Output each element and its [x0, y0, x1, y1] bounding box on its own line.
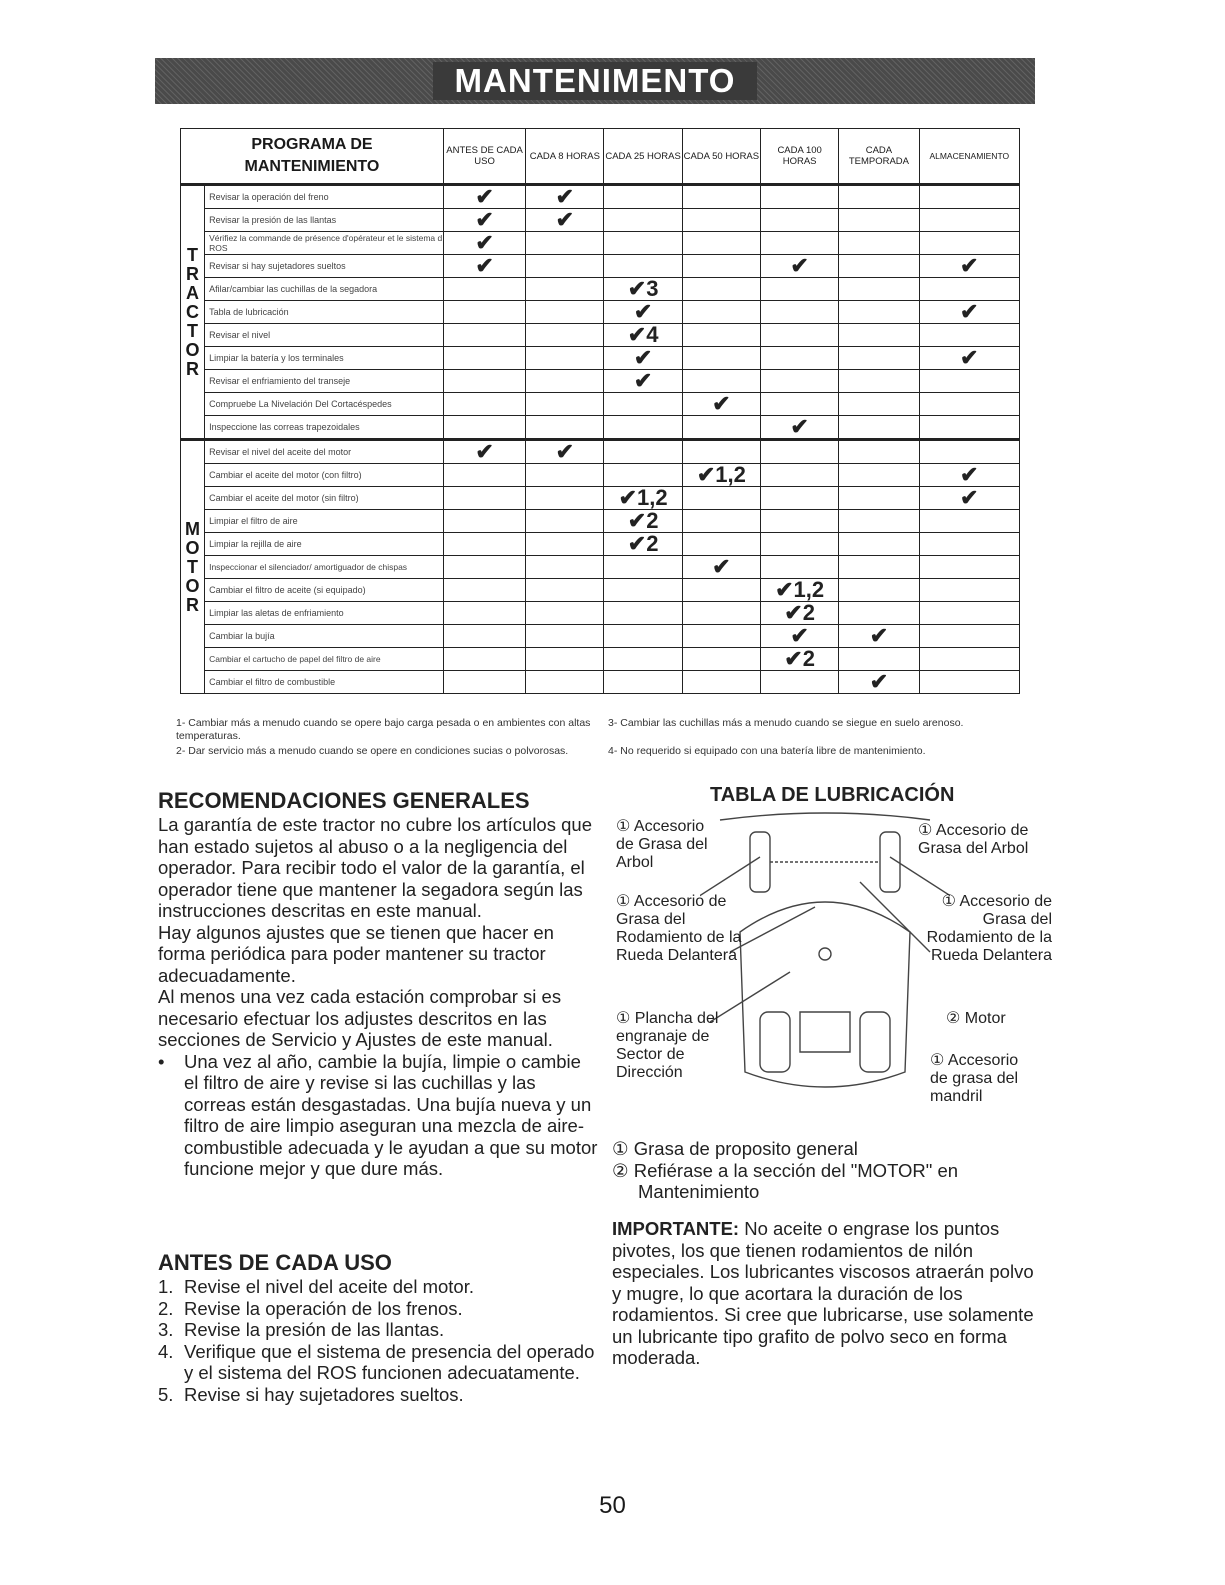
task-cell: Cambiar el cartucho de papel del filtro de aire [205, 648, 444, 671]
empty-cell [919, 602, 1019, 625]
footnote-2: 2- Dar servicio más a menudo cuando se opere en condiciones sucias o polvorosas. [176, 745, 569, 757]
check-mark-icon: ✔ [682, 556, 760, 579]
empty-cell [839, 464, 919, 487]
check-mark-icon: ✔ [919, 347, 1019, 370]
label-shaft-fitting-right: ① Accesorio de Grasa del Arbol [918, 822, 1029, 857]
empty-cell [761, 370, 839, 393]
list-item-text: Verifique que el sistema de presencia del operado y el sistema del ROS funcionen adecuatamente. [184, 1340, 595, 1383]
check-mark-icon: ✔ [919, 487, 1019, 510]
empty-cell [839, 533, 919, 556]
empty-cell [604, 602, 682, 625]
paragraph: La garantía de este tractor no cubre los artículos que han estado sujetos al abuso o a la negligencia del operador. Para recibir todo el valor de la garantía, el operador tiene que mantener la segadora según las instrucciones descritas en este manual. [158, 814, 592, 921]
check-mark-icon: ✔1,2 [604, 487, 682, 510]
empty-cell [682, 370, 760, 393]
empty-cell [526, 579, 604, 602]
bullet-text: Una vez al año, cambie la bujía, limpie o cambie el filtro de aire y revise si las cuchillas y las correas están desgastadas. Una bujía nueva y un filtro de aire limpio aseguran una mezcla de aire-combustible adecuada y le ayudan a que su motor funcione mejor y que dure más. [184, 1050, 598, 1179]
footnote-3: 3- Cambiar las cuchillas más a menudo cuando se siegue en suelo arenoso. [608, 717, 964, 729]
list-item-text: Revise el nivel del aceite del motor. [184, 1276, 474, 1297]
empty-cell [443, 416, 525, 440]
paragraph: Al menos una vez cada estación comprobar si es necesario efectuar los adjustes descritos en las secciones de Servicio y Ajustes de este manual. [158, 986, 562, 1050]
empty-cell [604, 671, 682, 694]
empty-cell [761, 301, 839, 324]
table-row [181, 556, 1020, 579]
empty-cell [682, 579, 760, 602]
empty-cell [919, 370, 1019, 393]
empty-cell [919, 324, 1019, 347]
table-row [181, 393, 1020, 416]
task-cell: Revisar el enfriamiento del transeje [205, 370, 444, 393]
empty-cell [604, 579, 682, 602]
task-cell: Revisar la operación del freno [205, 185, 444, 209]
task-cell: Limpiar las aletas de enfriamiento [205, 602, 444, 625]
empty-cell [604, 648, 682, 671]
pivot-point [819, 948, 831, 960]
empty-cell [682, 347, 760, 370]
table-row [181, 648, 1020, 671]
table-row [181, 278, 1020, 301]
maintenance-schedule-table [180, 128, 1020, 694]
chassis-outline [740, 902, 910, 1087]
empty-cell [761, 440, 839, 464]
empty-cell [443, 301, 525, 324]
check-mark-icon: ✔ [682, 393, 760, 416]
check-mark-icon: ✔ [919, 301, 1019, 324]
empty-cell [443, 602, 525, 625]
empty-cell [839, 185, 919, 209]
empty-cell [761, 510, 839, 533]
empty-cell [682, 510, 760, 533]
empty-cell [682, 625, 760, 648]
empty-cell [443, 487, 525, 510]
empty-cell [839, 209, 919, 232]
antes-list [158, 1276, 598, 1405]
col-header: CADA 100 HORAS [761, 129, 839, 185]
check-mark-icon: ✔ [526, 440, 604, 464]
empty-cell [839, 301, 919, 324]
lubricacion-heading: TABLA DE LUBRICACIÓN [710, 784, 955, 806]
empty-cell [682, 232, 760, 255]
table-row [181, 347, 1020, 370]
table-row [181, 185, 1020, 209]
group-letter: R [186, 594, 200, 615]
list-item: 4. Verifique que el sistema de presencia del operado y el sistema del ROS funcionen adecuatamente. [158, 1341, 598, 1384]
col-header: ALMACENAMIENTO [919, 129, 1019, 185]
empty-cell [919, 440, 1019, 464]
recomendaciones-body [158, 814, 598, 1180]
list-item: 3. Revise la presión de las llantas. [158, 1319, 445, 1340]
table-row [181, 416, 1020, 440]
task-cell: Compruebe La Nivelación Del Cortacéspedes [205, 393, 444, 416]
empty-cell [526, 416, 604, 440]
empty-cell [761, 209, 839, 232]
schedule-header-row [181, 129, 1020, 185]
check-mark-icon: ✔3 [604, 278, 682, 301]
paragraph: Hay algunos ajustes que se tienen que hacer en forma periódica para poder mantener su tractor adecuadamente. [158, 921, 554, 986]
empty-cell [839, 602, 919, 625]
empty-cell [682, 671, 760, 694]
empty-cell [604, 625, 682, 648]
empty-cell [526, 324, 604, 347]
check-mark-icon: ✔ [443, 440, 525, 464]
table-row [181, 625, 1020, 648]
empty-cell [919, 671, 1019, 694]
empty-cell [839, 370, 919, 393]
group-letter: A [186, 282, 200, 303]
empty-cell [526, 301, 604, 324]
table-row [181, 209, 1020, 232]
table-row [181, 579, 1020, 602]
empty-cell [604, 464, 682, 487]
important-note [612, 1218, 1042, 1369]
empty-cell [443, 671, 525, 694]
task-cell: Cambiar el aceite del motor (sin filtro) [205, 487, 444, 510]
task-cell: Cambiar el filtro de combustible [205, 671, 444, 694]
group-letter: O [185, 575, 200, 596]
check-mark-icon: ✔1,2 [682, 464, 760, 487]
table-row [181, 440, 1020, 464]
label-spindle-fitting: ① Accesorio de grasa del mandril [930, 1052, 1019, 1105]
empty-cell [443, 625, 525, 648]
empty-cell [682, 440, 760, 464]
task-cell: Cambiar la bujía [205, 625, 444, 648]
empty-cell [682, 255, 760, 278]
empty-cell [526, 278, 604, 301]
check-mark-icon: ✔ [839, 671, 919, 694]
group-letter: O [185, 537, 200, 558]
group-letter: C [186, 301, 200, 322]
important-text: No aceite o engrase los puntos pivotes, los que tienen rodamientos de nilón especiales. Los lubricantes viscosos atraerán polvo y mugre, lo que acortara la duración de los rodamientos. Si cree que lubricarse, use solamente un lubricante tipo grafito de polvo seco en forma moderada. [612, 1218, 1034, 1368]
check-mark-icon: ✔2 [604, 533, 682, 556]
empty-cell [839, 579, 919, 602]
col-header: CADA 8 HORAS [526, 129, 604, 185]
important-label: IMPORTANTE: [612, 1218, 740, 1239]
empty-cell [604, 232, 682, 255]
group-label-motor [181, 440, 205, 694]
check-mark-icon: ✔ [761, 255, 839, 278]
empty-cell [761, 324, 839, 347]
task-cell: Inspeccionar el silenciador/ amortiguador de chispas [205, 556, 444, 579]
empty-cell [443, 464, 525, 487]
col-header: ANTES DE CADA USO [443, 129, 525, 185]
table-row [181, 510, 1020, 533]
empty-cell [443, 510, 525, 533]
col-header: CADA 25 HORAS [604, 129, 682, 185]
group-letter: T [187, 320, 199, 341]
empty-cell [604, 255, 682, 278]
empty-cell [526, 393, 604, 416]
table-row [181, 671, 1020, 694]
table-row [181, 232, 1020, 255]
task-cell: Limpiar el filtro de aire [205, 510, 444, 533]
bullet-icon: • [158, 1050, 165, 1072]
empty-cell [839, 278, 919, 301]
empty-cell [443, 533, 525, 556]
empty-cell [761, 278, 839, 301]
task-cell: Afilar/cambiar las cuchillas de la segadora [205, 278, 444, 301]
task-cell: Vérifiez la commande de présence d'opérateur et le sistema d ROS [205, 232, 444, 255]
empty-cell [839, 648, 919, 671]
empty-cell [839, 510, 919, 533]
check-mark-icon: ✔2 [761, 602, 839, 625]
empty-cell [526, 232, 604, 255]
empty-cell [919, 232, 1019, 255]
group-letter: M [185, 518, 201, 539]
empty-cell [919, 648, 1019, 671]
table-row [181, 301, 1020, 324]
check-mark-icon: ✔ [443, 185, 525, 209]
empty-cell [839, 416, 919, 440]
check-mark-icon: ✔ [604, 347, 682, 370]
check-mark-icon: ✔ [761, 416, 839, 440]
empty-cell [761, 533, 839, 556]
check-mark-icon: ✔2 [604, 510, 682, 533]
check-mark-icon: ✔ [761, 625, 839, 648]
empty-cell [526, 487, 604, 510]
empty-cell [919, 185, 1019, 209]
group-letter: R [186, 263, 200, 284]
label-wheel-bearing-left: ① Accesorio de Grasa del Rodamiento de la Rueda Delantera [616, 893, 742, 964]
page-number: 50 [599, 1492, 626, 1519]
empty-cell [443, 648, 525, 671]
group-letter: R [186, 358, 200, 379]
empty-cell [761, 464, 839, 487]
task-cell: Inspeccione las correas trapezoidales [205, 416, 444, 440]
empty-cell [839, 393, 919, 416]
legend-general-grease: ① Grasa de proposito general [612, 1138, 858, 1159]
check-mark-icon: ✔2 [761, 648, 839, 671]
check-mark-icon: ✔ [443, 232, 525, 255]
empty-cell [682, 301, 760, 324]
empty-cell [526, 602, 604, 625]
task-cell: Revisar la presión de las llantas [205, 209, 444, 232]
antes-heading: ANTES DE CADA USO [158, 1250, 392, 1275]
list-item: 5. Revise si hay sujetadores sueltos. [158, 1383, 464, 1405]
empty-cell [604, 556, 682, 579]
list-item-text: Revise la presión de las llantas. [184, 1319, 445, 1340]
empty-cell [761, 185, 839, 209]
empty-cell [526, 347, 604, 370]
table-row [181, 602, 1020, 625]
group-letter: O [185, 339, 200, 360]
label-sector-gear: ① Plancha del engranaje de Sector de Dirección [616, 1010, 719, 1081]
task-cell: Revisar el nivel del aceite del motor [205, 440, 444, 464]
footnote-1: 1- Cambiar más a menudo cuando se opere bajo carga pesada o en ambientes con altas temperaturas. [176, 717, 591, 742]
empty-cell [604, 440, 682, 464]
empty-cell [761, 393, 839, 416]
empty-cell [682, 416, 760, 440]
empty-cell [682, 209, 760, 232]
empty-cell [443, 347, 525, 370]
empty-cell [761, 347, 839, 370]
seat-outline [800, 1012, 850, 1052]
empty-cell [919, 416, 1019, 440]
empty-cell [604, 416, 682, 440]
table-row [181, 370, 1020, 393]
check-mark-icon: ✔ [919, 464, 1019, 487]
hood-outline [720, 813, 930, 820]
table-row [181, 533, 1020, 556]
check-mark-icon: ✔ [604, 370, 682, 393]
empty-cell [443, 579, 525, 602]
empty-cell [526, 255, 604, 278]
empty-cell [526, 510, 604, 533]
title-banner [155, 58, 1035, 104]
empty-cell [919, 278, 1019, 301]
check-mark-icon: ✔ [526, 209, 604, 232]
empty-cell [526, 556, 604, 579]
schedule-title-line1: PROGRAMA DE [251, 136, 373, 153]
empty-cell [761, 232, 839, 255]
list-item-text: Revise la operación de los frenos. [184, 1297, 463, 1319]
empty-cell [761, 487, 839, 510]
check-mark-icon: ✔ [526, 185, 604, 209]
empty-cell [839, 232, 919, 255]
empty-cell [443, 324, 525, 347]
empty-cell [682, 487, 760, 510]
check-mark-icon: ✔ [604, 301, 682, 324]
empty-cell [839, 440, 919, 464]
task-cell: Cambiar el filtro de aceite (si equipado) [205, 579, 444, 602]
empty-cell [919, 510, 1019, 533]
check-mark-icon: ✔ [919, 255, 1019, 278]
empty-cell [919, 533, 1019, 556]
empty-cell [443, 556, 525, 579]
empty-cell [919, 393, 1019, 416]
empty-cell [682, 278, 760, 301]
empty-cell [526, 464, 604, 487]
group-letter: T [187, 244, 199, 265]
empty-cell [761, 671, 839, 694]
empty-cell [682, 648, 760, 671]
rear-wheel-right [860, 1012, 890, 1072]
check-mark-icon: ✔1,2 [761, 579, 839, 602]
table-row [181, 464, 1020, 487]
col-header: CADA 50 HORAS [682, 129, 760, 185]
list-item: 1. Revise el nivel del aceite del motor. [158, 1276, 474, 1297]
empty-cell [919, 625, 1019, 648]
empty-cell [443, 393, 525, 416]
empty-cell [526, 625, 604, 648]
empty-cell [604, 209, 682, 232]
empty-cell [604, 185, 682, 209]
table-row [181, 324, 1020, 347]
empty-cell [682, 602, 760, 625]
empty-cell [682, 533, 760, 556]
footnote-4: 4- No requerido si equipado con una batería libre de mantenimiento. [608, 745, 926, 757]
task-cell: Tabla de lubricación [205, 301, 444, 324]
empty-cell [682, 185, 760, 209]
label-motor: ② Motor [946, 1010, 1006, 1027]
lubrication-legend [612, 1138, 1042, 1203]
empty-cell [682, 324, 760, 347]
empty-cell [761, 556, 839, 579]
task-cell: Revisar el nivel [205, 324, 444, 347]
empty-cell [839, 255, 919, 278]
schedule-title-line2: MANTENIMIENTO [244, 158, 380, 175]
task-cell: Cambiar el aceite del motor (con filtro) [205, 464, 444, 487]
empty-cell [919, 579, 1019, 602]
empty-cell [526, 671, 604, 694]
label-wheel-bearing-right: ① Accesorio de Grasa del Rodamiento de la Rueda Delantera [926, 893, 1052, 964]
schedule-title [181, 129, 444, 185]
empty-cell [526, 533, 604, 556]
col-header: CADA TEMPORADA [839, 129, 919, 185]
empty-cell [526, 370, 604, 393]
task-cell: Limpiar la batería y los terminales [205, 347, 444, 370]
legend-motor-reference: ② Refiérase a la sección del "MOTOR" en Mantenimiento [612, 1159, 959, 1202]
page-title: MANTENIMENTO [433, 62, 758, 100]
task-cell: Revisar si hay sujetadores sueltos [205, 255, 444, 278]
empty-cell [839, 324, 919, 347]
label-shaft-fitting-left: ① Accesorio de Grasa del Arbol [616, 818, 708, 871]
empty-cell [919, 209, 1019, 232]
empty-cell [839, 347, 919, 370]
rear-wheel-left [760, 1012, 790, 1072]
table-row [181, 487, 1020, 510]
empty-cell [526, 648, 604, 671]
empty-cell [839, 487, 919, 510]
check-mark-icon: ✔ [839, 625, 919, 648]
empty-cell [604, 393, 682, 416]
empty-cell [443, 370, 525, 393]
table-row [181, 255, 1020, 278]
check-mark-icon: ✔ [443, 209, 525, 232]
bullet-item [158, 1051, 598, 1180]
list-item: 2. Revise la operación de los frenos. [158, 1297, 463, 1319]
group-label-tractor [181, 185, 205, 440]
empty-cell [919, 556, 1019, 579]
group-letter: T [187, 556, 199, 577]
check-mark-icon: ✔4 [604, 324, 682, 347]
empty-cell [443, 278, 525, 301]
check-mark-icon: ✔ [443, 255, 525, 278]
list-item-text: Revise si hay sujetadores sueltos. [184, 1383, 464, 1405]
empty-cell [839, 556, 919, 579]
recomendaciones-heading: RECOMENDACIONES GENERALES [158, 788, 530, 813]
task-cell: Limpiar la rejilla de aire [205, 533, 444, 556]
